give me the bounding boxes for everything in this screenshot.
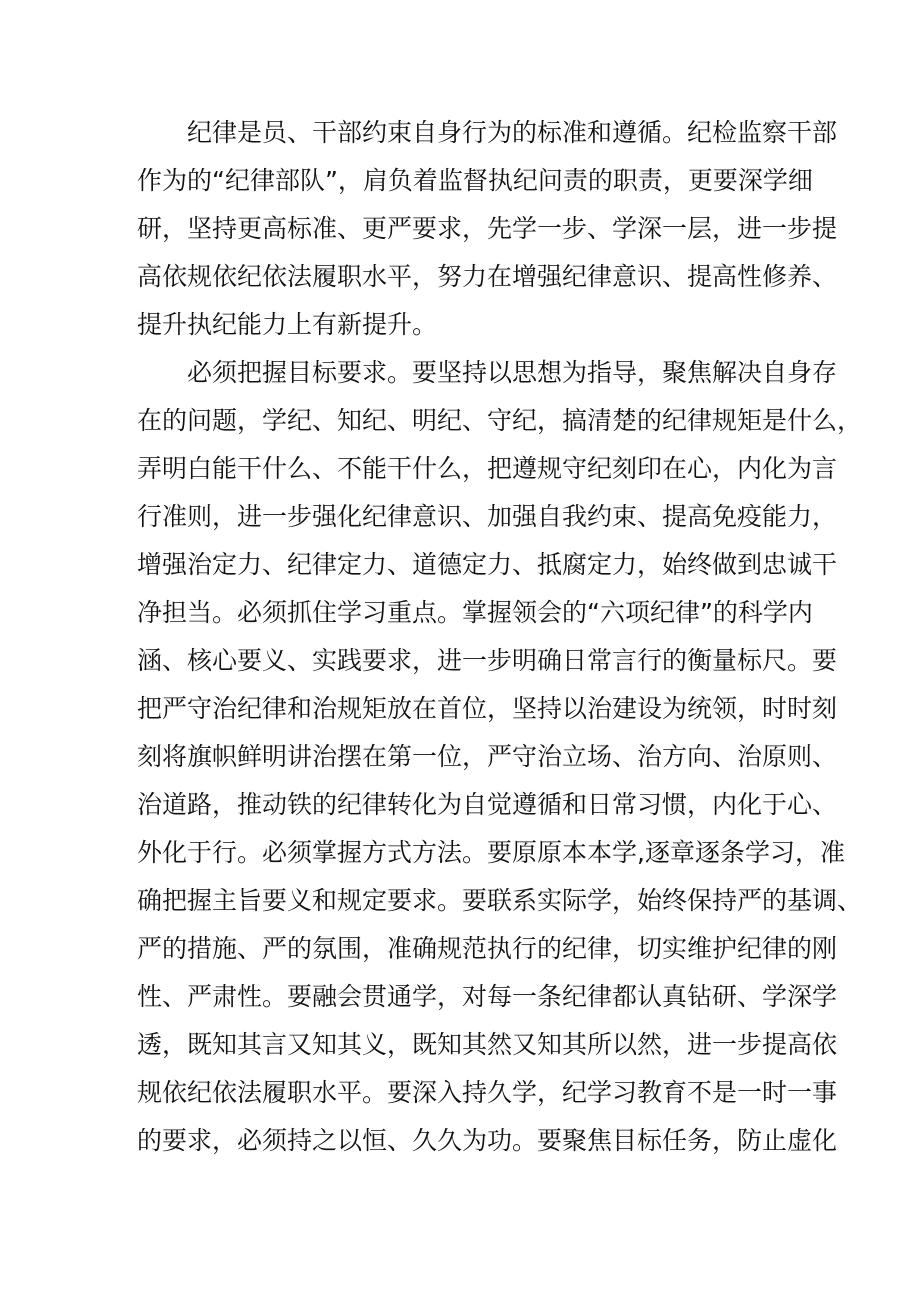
text-line: 在的问题，学纪、知纪、明纪、守纪，搞清楚的纪律规矩是什么， <box>137 406 863 435</box>
text-line: 严的措施、严的氛围，准确规范执行的纪律，切实维护纪律的刚 <box>137 934 838 963</box>
text-line: 净担当。必须抓住学习重点。掌握领会的“六项纪律”的科学内 <box>137 598 813 627</box>
text-line: 增强治定力、纪律定力、道德定力、抵腐定力，始终做到忠诚干 <box>137 550 838 579</box>
text-line: 必须把握目标要求。要坚持以思想为指导，聚焦解决自身存 <box>187 358 838 387</box>
text-line: 行准则，进一步强化纪律意识、加强自我约束、提高免疫能力， <box>137 502 838 531</box>
text-line: 纪律是员、干部约束自身行为的标准和遵循。纪检监察干部 <box>187 118 838 147</box>
text-line: 性、严肃性。要融会贯通学，对每一条纪律都认真钻研、学深学 <box>137 982 838 1011</box>
text-line: 的要求，必须持之以恒、久久为功。要聚焦目标任务，防止虚化 <box>137 1126 838 1155</box>
text-line: 透，既知其言又知其义，既知其然又知其所以然，进一步提高依 <box>137 1030 838 1059</box>
text-line: 弄明白能干什么、不能干什么，把遵规守纪刻印在心，内化为言 <box>137 454 838 483</box>
paragraph-requirements <box>137 349 863 1165</box>
paragraph-discipline-intro <box>137 109 838 349</box>
text-line: 外化于行。必须掌握方式方法。要原原本本学,逐章逐条学习，准 <box>137 838 845 867</box>
text-line: 提升执纪能力上有新提升。 <box>137 310 438 339</box>
text-line: 确把握主旨要义和规定要求。要联系实际学，始终保持严的基调、 <box>137 886 863 915</box>
text-line: 研，坚持更高标准、更严要求，先学一步、学深一层，进一步提 <box>137 214 838 243</box>
text-line: 涵、核心要义、实践要求，进一步明确日常言行的衡量标尺。要 <box>137 646 838 675</box>
text-line: 高依规依纪依法履职水平，努力在增强纪律意识、提高性修养、 <box>137 262 838 291</box>
text-line: 规依纪依法履职水平。要深入持久学，纪学习教育不是一时一事 <box>137 1078 838 1107</box>
document-body <box>137 109 863 1165</box>
text-line: 治道路，推动铁的纪律转化为自觉遵循和日常习惯，内化于心、 <box>137 790 838 819</box>
text-line: 刻将旗帜鲜明讲治摆在第一位，严守治立场、治方向、治原则、 <box>137 742 838 771</box>
text-line: 作为的“纪律部队”，肩负着监督执纪问责的职责，更要深学细 <box>137 166 813 195</box>
text-line: 把严守治纪律和治规矩放在首位，坚持以治建设为统领，时时刻 <box>137 694 838 723</box>
